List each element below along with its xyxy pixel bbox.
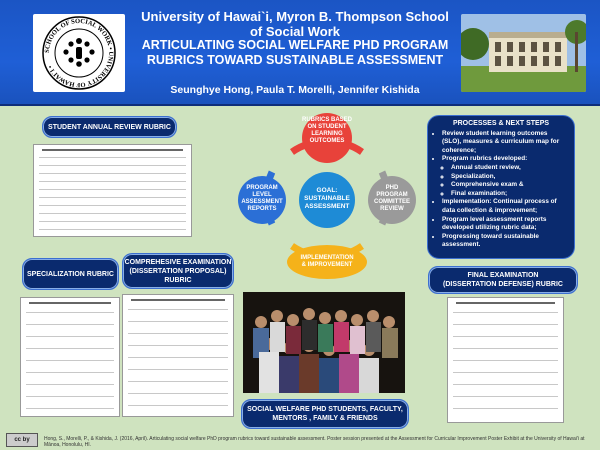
photo-caption-line-1: SOCIAL WELFARE PHD STUDENTS, FACULTY, (247, 406, 403, 413)
step-item: • Implementation: Continual process of data collection & improvement; (442, 198, 568, 215)
comprehensive-rubric-document (122, 294, 234, 417)
group-photo (243, 292, 405, 393)
university-name: University of Hawai`i, Myron B. Thompson School of Social Work (141, 9, 449, 39)
rubric-subitem: ◦ Specialization, (451, 173, 568, 182)
steps-list (434, 130, 568, 250)
cycle-right-label: PHD PROGRAM COMMITTEE REVIEW (374, 185, 410, 212)
group-people-image-icon (243, 292, 405, 393)
rubric-sublist (442, 164, 568, 198)
title-line-1: ARTICULATING SOCIAL WELFARE PHD PROGRAM (141, 38, 449, 52)
final-exam-rubric-document (447, 297, 564, 423)
comprehensive-heading-line-3: RUBRIC (164, 276, 192, 284)
rubric-subitem: ◦ Annual student review, (451, 164, 568, 173)
final-exam-heading-line-2: (DISSERTATION DEFENSE) RUBRIC (443, 281, 563, 288)
title-line-2: RUBRICS TOWARD SUSTAINABLE ASSESSMENT (146, 53, 444, 67)
processes-next-steps-panel (427, 115, 575, 259)
step-item: • Review student learning outcomes (SLO), measures & curriculum map for coherence; (442, 130, 568, 156)
comprehensive-heading (122, 253, 234, 289)
building-image-icon (461, 14, 586, 92)
citation-text: Hong, S., Morelli, P., & Kishida, J. (2016, April). Articulating social welfare PhD program rubrics toward sustainable assessment. Poster session presented at the Assessment for Curricular Improvement Poster Exhibit at the University of Hawai'i at Mānoa, Honolulu, HI. (44, 436, 585, 448)
authors: Seunghye Hong, Paula T. Morelli, Jennifer Kishida (170, 84, 420, 96)
poster-title (135, 38, 455, 68)
photo-caption-line-2: MENTORS , FAMILY & FRIENDS (272, 415, 378, 422)
poster-header (0, 0, 600, 106)
photo-caption (241, 399, 409, 429)
logo-seal-icon (33, 14, 125, 92)
step-item: • Progressing toward sustainable assessment. (442, 233, 568, 250)
annual-review-heading: STUDENT ANNUAL REVIEW RUBRIC (42, 116, 177, 138)
step-item: • Program level assessment reports developed utilizing rubric data; (442, 216, 568, 233)
rubric-subitem: ◦ Comprehensive exam & (451, 181, 568, 190)
comprehensive-heading-line-1: COMPREHESIVE EXAMINATION (124, 258, 232, 266)
svg-text:SCHOOL OF SOCIAL WORK • UNIVER: SCHOOL OF SOCIAL WORK • UNIVERSITY OF HAWAI`I • (43, 17, 115, 89)
step-item: • Program rubrics developed: ◦ Annual student review, ◦ Specialization, ◦ Comprehensive exam & ◦ Final examination; (442, 155, 568, 198)
specialization-heading: SPECIALIZATION RUBRIC (22, 258, 119, 290)
cycle-bottom-label: IMPLEMENTATION & IMPROVEMENT (300, 255, 354, 268)
campus-building-photo (461, 14, 586, 92)
cycle-left-label: PROGRAM LEVEL ASSESSMENT REPORTS (241, 185, 283, 212)
specialization-rubric-document (20, 297, 120, 417)
annual-review-rubric-document (33, 144, 192, 237)
comprehensive-heading-line-2: (DISSERTATION PROPOSAL) (129, 267, 227, 275)
cycle-top-label: RUBRICS BASED ON STUDENT LEARNING OUTCOMES (301, 117, 352, 144)
citation-footer (0, 430, 600, 450)
cc-license-badge: cc by (6, 433, 38, 447)
school-logo (33, 14, 125, 92)
final-exam-heading (428, 266, 578, 294)
rubric-subitem: ◦ Final examination; (451, 190, 568, 199)
final-exam-heading-line-1: FINAL EXAMINATION (467, 272, 539, 279)
cycle-goal-label: GOAL: SUSTAINABLE ASSESSMENT (304, 187, 350, 210)
steps-heading: PROCESSES & NEXT STEPS (452, 120, 550, 127)
